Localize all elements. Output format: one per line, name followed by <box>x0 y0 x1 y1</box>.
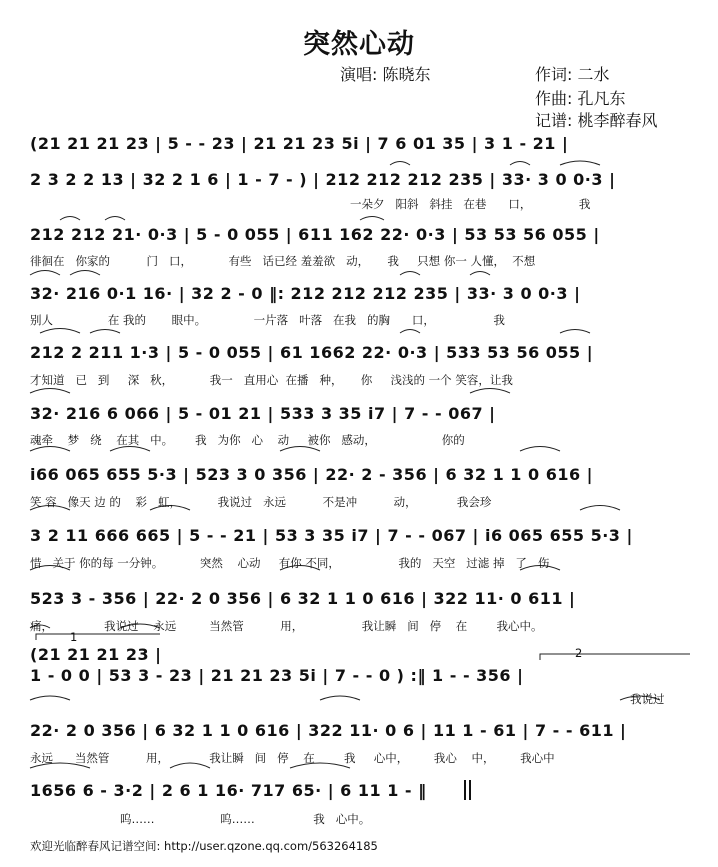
notation-line-3: 212 212 21· 0·3 | 5 - 0 055 | 611 162 22· 0·3 | 53 53 56 055 | <box>30 225 600 244</box>
notation-line-5: 212 2 211 1·3 | 5 - 0 055 | 61 1662 22· 0·3 | 533 53 56 055 | <box>30 343 594 362</box>
lyric-line-5: 才知道 已 到 深 秋， 我一 直用心 在播 种， 你 浅浅的 一个 笑容，让我 <box>30 373 513 387</box>
volta-one-label: 1 <box>70 630 78 644</box>
lyric-line-11: 永远 当然管 用， 我让瞬 间 停 在 我 心中， 我心 中， 我心中 <box>30 751 555 765</box>
notation-line-4: 32· 216 0·1 16· | 32 2 - 0 ‖: 212 212 212 235 | 33· 3 0 0·3 | <box>30 284 581 303</box>
notation-line-6: 32· 216 6 066 | 5 - 01 21 | 533 3 35 i7 | 7 - - 067 | <box>30 404 496 423</box>
notation-line-2: 2 3 2 2 13 | 32 2 1 6 | 1 - 7 - ) | 212 212 212 235 | 33· 3 0 0·3 | <box>30 170 616 189</box>
song-title: 突然心动 <box>303 29 415 60</box>
lyric-line-12: 呜…… 呜…… 我 心中。 <box>120 812 371 826</box>
notation-line-9: 523 3 - 356 | 22· 2 0 356 | 6 32 1 1 0 616 | 322 11· 0 611 | <box>30 589 576 608</box>
lyric-line-6: 魂牵 梦 绕 在其 中。 我 为你 心 动 被你 感动， 你的 <box>30 433 465 447</box>
volta-two-label: 2 <box>575 646 583 660</box>
notation-line-7: i66 065 655 5·3 | 523 3 0 356 | 22· 2 - 356 | 6 32 1 1 0 616 | <box>30 465 594 484</box>
lyric-line-9: 痛， 我说过 永远 当然管 用， 我让瞬 间 停 在 我心中。 <box>30 619 543 633</box>
notation-line-12: 1656 6 - 3·2 | 2 6 1 16· 717 65· | 6 11 1 - ‖ <box>30 781 427 800</box>
lyric-line-3: 徘徊在 你家的 门 口， 有些 话已经 羞羞欲 动， 我 只想 你一 人懂， 不想 <box>30 254 536 268</box>
lyric-line-2: 一朵夕 阳斜 斜挂 在巷 口， 我 <box>350 197 591 211</box>
notation-line-8: 3 2 11 666 665 | 5 - - 21 | 53 3 35 i7 | 7 - - 067 | i6 065 655 5·3 | <box>30 526 633 545</box>
lyric-line-4: 别人 在 我的 眼中。 一片落 叶落 在我 的胸 口， 我 <box>30 313 505 327</box>
lyric-line-10: 我说过 <box>630 692 665 706</box>
notation-line-11: 22· 2 0 356 | 6 32 1 1 0 616 | 322 11· 0 6 | 11 1 - 61 | 7 - - 611 | <box>30 721 627 740</box>
composer-credit: 作曲: 孔凡东 <box>535 89 626 108</box>
lyric-line-7: 笑 容 像天 边 的 彩 虹， 我说过 永远 不是冲 动， 我会珍 <box>30 495 492 509</box>
notation-line-1: (21 21 21 23 | 5 - - 23 | 21 21 23 5i | 7 6 01 35 | 3 1 - 21 | <box>30 134 569 153</box>
lyricist-credit: 作词: 二水 <box>535 65 610 84</box>
transcriber-credit: 记谱: 桃李醉春风 <box>535 111 658 130</box>
singer-credit: 演唱: 陈晓东 <box>340 65 431 84</box>
volta-notation: (21 21 21 23 | <box>30 645 162 664</box>
footer-url: 欢迎光临醉春风记谱空间: http://user.qzone.qq.com/563264185 <box>30 839 378 853</box>
lyric-line-8: 惜 关于 你的每 一分钟。 突然 心动 有你 不同， 我的 天空 过滤 掉 了 伤 <box>30 556 550 570</box>
notation-line-10: 1 - 0 0 | 53 3 - 23 | 21 21 23 5i | 7 - - 0 ) :‖ 1 - - 356 | <box>30 666 524 685</box>
